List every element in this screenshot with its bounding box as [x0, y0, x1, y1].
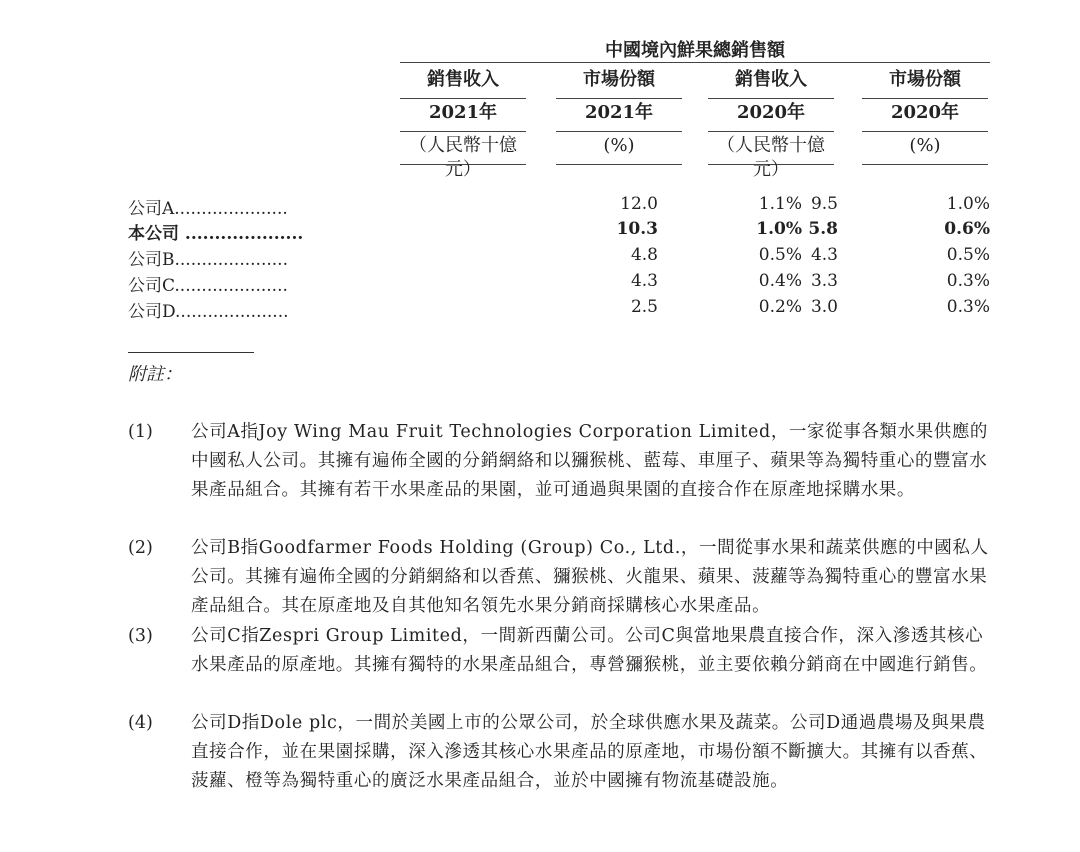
- row-label: 公司C.....................: [128, 276, 288, 296]
- cell-share-2020: 1.0%: [946, 194, 990, 214]
- note-text: 公司D指Dole plc，一間於美國上市的公眾公司，於全球供應水果及蔬菜。公司D通過農場及與果農直接合作，並在果園採購，深入滲透其核心水果產品的原產地，市場份額不斷擴大。其擁有以香蕉、菠蘿、橙等為獨特重心的廣泛水果產品組合，並於中國擁有物流基礎設施。: [191, 713, 988, 791]
- cell-share-2021: 0.5%: [758, 245, 802, 265]
- cell-share-2021: 1.0%: [756, 219, 802, 239]
- cell-revenue-2020: 5.8: [808, 219, 838, 239]
- cell-revenue-2021: 12.0: [620, 194, 658, 214]
- column-header-revenue-2021: [400, 68, 526, 180]
- note-item: [128, 534, 998, 621]
- cell-revenue-2020: 3.0: [810, 297, 838, 317]
- table-row: [128, 297, 990, 323]
- note-text: 公司B指Goodfarmer Foods Holding (Group) Co., Ltd.，一間從事水果和蔬菜供應的中國私人公司。其擁有遍佈全國的分銷網絡和以香蕉、獼猴桃、火龍果、蘋果、菠蘿等為獨特重心的豐富水果產品組合。其在原產地及自其他知名領先水果分銷商採購核心水果產品。: [191, 538, 989, 616]
- cell-share-2020: 0.6%: [944, 219, 990, 239]
- cell-share-2021: 0.4%: [758, 271, 802, 291]
- column-header-line2: 2020年: [862, 98, 988, 131]
- group-title-rule: [400, 62, 990, 63]
- column-header-revenue-2020: [708, 68, 834, 180]
- column-header-line3: (%): [556, 131, 682, 164]
- column-header-underline: [862, 164, 988, 165]
- table-row: [128, 219, 990, 245]
- column-header-line2: 2021年: [400, 98, 526, 131]
- note-text: 公司A指Joy Wing Mau Fruit Technologies Corporation Limited，一家從事各類水果供應的中國私人公司。其擁有遍佈全國的分銷網絡和以獼猴桃、藍莓、車厘子、蘋果等為獨特重心的豐富水果產品組合。其擁有若干水果產品的果園，並可通過與果園的直接合作在原產地採購水果。: [191, 422, 989, 500]
- cell-share-2021: 0.2%: [758, 297, 802, 317]
- column-header-share-2021: [556, 68, 682, 165]
- notes-title: 附註：: [128, 364, 182, 385]
- column-header-line3: （人民幣十億元）: [400, 131, 526, 164]
- cell-share-2021: 1.1%: [758, 194, 802, 214]
- column-header-line1: 市場份額: [583, 69, 655, 90]
- note-number: (1): [128, 422, 153, 442]
- cell-revenue-2020: 3.3: [810, 271, 838, 291]
- column-header-share-2020: [862, 68, 988, 165]
- column-header-line3: (%): [862, 131, 988, 164]
- cell-share-2020: 0.3%: [946, 297, 990, 317]
- column-header-line2: 2020年: [708, 98, 834, 131]
- column-header-line1: 銷售收入: [735, 69, 807, 90]
- column-header-line3: （人民幣十億元）: [708, 131, 834, 164]
- cell-revenue-2021: 4.3: [630, 271, 658, 291]
- cell-revenue-2020: 4.3: [810, 245, 838, 265]
- row-label: 公司B.....................: [128, 250, 288, 270]
- table-row: [128, 245, 990, 271]
- note-text: 公司C指Zespri Group Limited，一間新西蘭公司。公司C與當地果農直接合作，深入滲透其核心水果產品的原產地。其擁有獨特的水果產品組合，專營獼猴桃，並主要依賴分銷商在中國進行銷售。: [191, 626, 988, 675]
- table-group-title: 中國境內鮮果總銷售額: [605, 40, 785, 61]
- column-header-underline: [556, 164, 682, 165]
- table-row: [128, 271, 990, 297]
- note-number: (4): [128, 713, 153, 733]
- note-number: (2): [128, 538, 153, 558]
- column-header-line2: 2021年: [556, 98, 682, 131]
- notes-divider: [128, 352, 254, 353]
- cell-share-2020: 0.3%: [946, 271, 990, 291]
- row-label: 公司D.....................: [128, 302, 289, 322]
- column-header-line1: 銷售收入: [427, 69, 499, 90]
- note-number: (3): [128, 626, 153, 646]
- row-label: 本公司 ....................: [128, 224, 304, 244]
- cell-revenue-2020: 9.5: [810, 194, 838, 214]
- cell-revenue-2021: 2.5: [630, 297, 658, 317]
- table-row: [128, 194, 990, 220]
- cell-revenue-2021: 10.3: [616, 219, 658, 239]
- note-item: [128, 709, 998, 796]
- column-header-line1: 市場份額: [889, 69, 961, 90]
- cell-revenue-2021: 4.8: [630, 245, 658, 265]
- row-label: 公司A.....................: [128, 199, 288, 219]
- cell-share-2020: 0.5%: [946, 245, 990, 265]
- note-item: [128, 622, 998, 680]
- note-item: [128, 418, 998, 505]
